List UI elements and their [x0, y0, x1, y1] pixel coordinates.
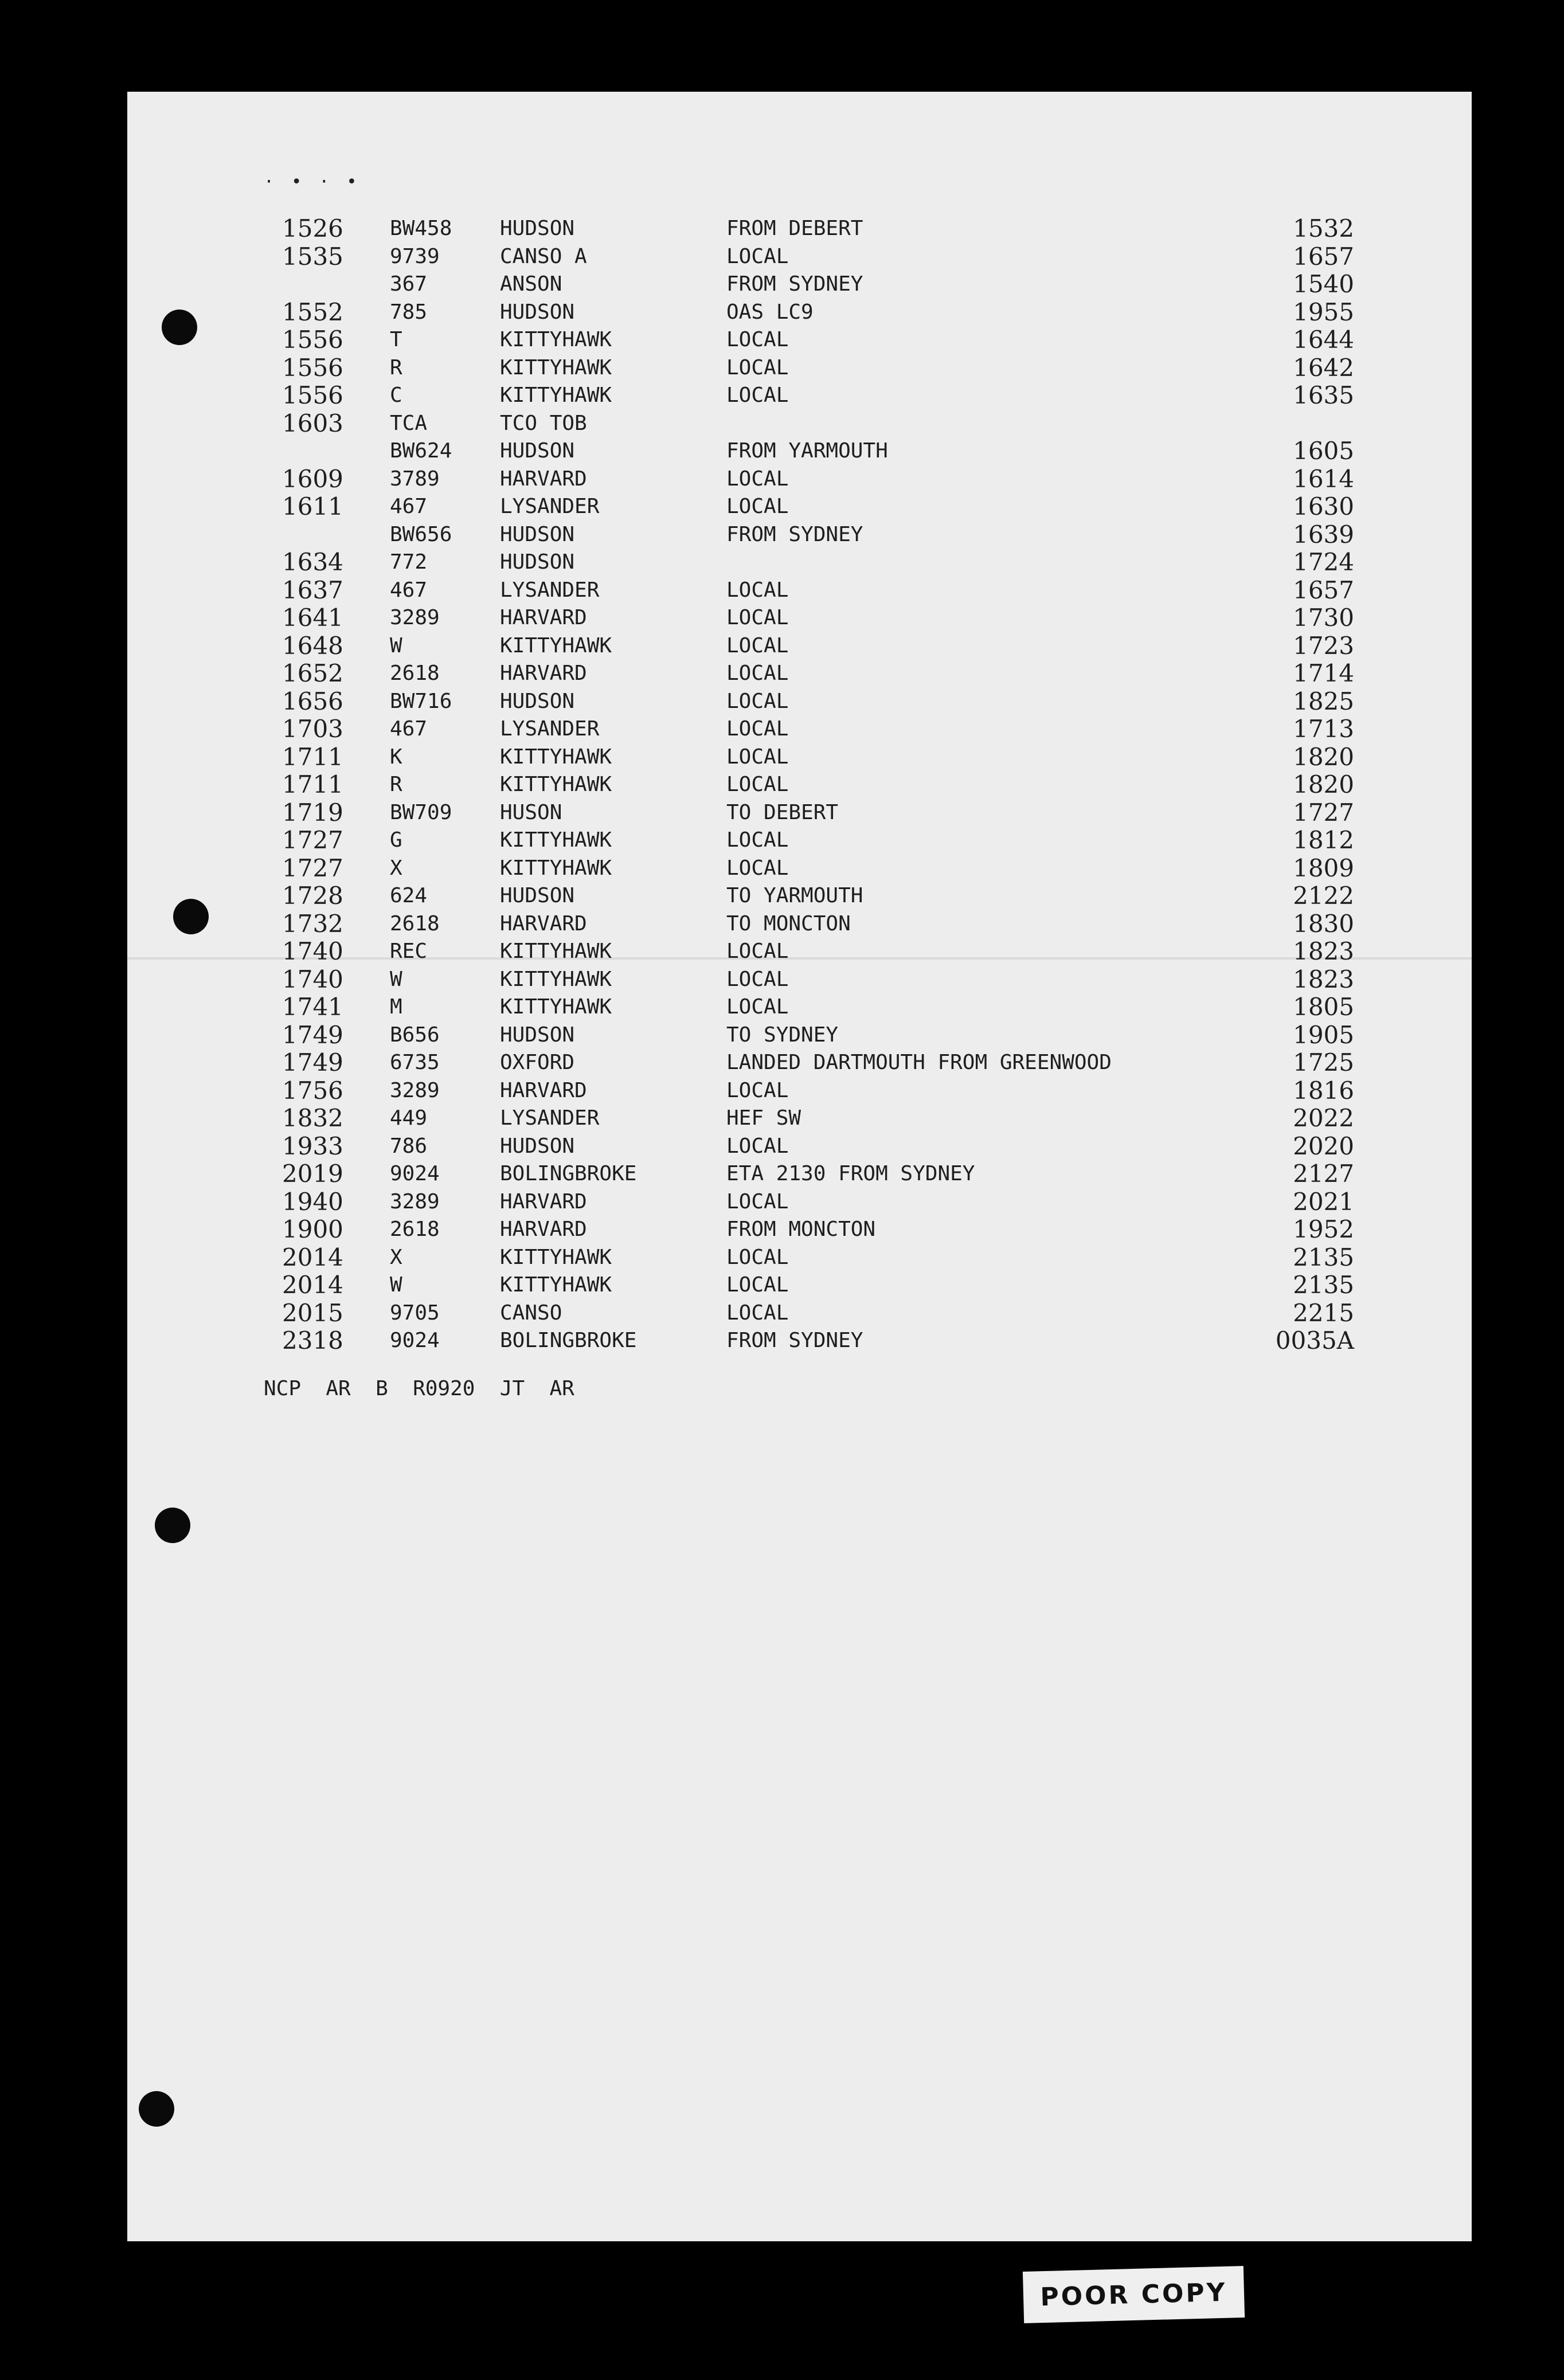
aircraft-id: X [390, 856, 402, 880]
table-row [127, 1299, 1472, 1328]
table-row [127, 1077, 1472, 1105]
aircraft-id: 772 [390, 550, 428, 574]
table-row [127, 771, 1472, 799]
remarks: TO DEBERT [726, 800, 839, 824]
departure-time: 1526 [282, 214, 343, 242]
departure-time: 1940 [282, 1187, 343, 1216]
aircraft-id: 2618 [390, 661, 440, 685]
aircraft-type: ANSON [500, 272, 562, 296]
table-row [127, 632, 1472, 660]
departure-time: 1740 [282, 937, 343, 965]
departure-time: 1749 [282, 1048, 343, 1077]
departure-time: 1556 [282, 353, 343, 382]
remarks: FROM DEBERT [726, 217, 863, 240]
remarks: LOCAL [726, 1245, 789, 1269]
table-row [127, 410, 1472, 438]
aircraft-id: T [390, 328, 402, 351]
remarks: LOCAL [726, 355, 789, 379]
departure-time: 1634 [282, 548, 343, 576]
departure-time: 2014 [282, 1243, 343, 1271]
departure-time: 1832 [282, 1104, 343, 1132]
departure-time: 1900 [282, 1215, 343, 1243]
table-row [127, 910, 1472, 938]
remarks: LOCAL [726, 633, 789, 657]
table-row [127, 1021, 1472, 1050]
remarks: LOCAL [726, 1301, 789, 1325]
aircraft-type: HARVARD [500, 1218, 587, 1241]
aircraft-id: 3789 [390, 467, 440, 491]
departure-time: 1727 [282, 854, 343, 882]
aircraft-id: BW458 [390, 217, 452, 240]
aircraft-id: M [390, 995, 402, 1019]
arrival-time: 2020 [1293, 1132, 1354, 1160]
arrival-time: 1825 [1293, 687, 1354, 715]
aircraft-type: HARVARD [500, 911, 587, 935]
departure-time: 1711 [282, 770, 343, 798]
arrival-time: 1724 [1293, 548, 1354, 576]
table-row [127, 1160, 1472, 1188]
aircraft-type: HARVARD [500, 1189, 587, 1214]
departure-time: 1933 [282, 1132, 343, 1160]
aircraft-id: 624 [390, 884, 428, 907]
remarks: TO MONCTON [726, 911, 851, 935]
arrival-time: 1823 [1293, 937, 1354, 965]
departure-time: 1556 [282, 381, 343, 409]
arrival-time: 1540 [1293, 270, 1354, 298]
aircraft-id: 785 [390, 300, 428, 324]
departure-time: 1727 [282, 826, 343, 854]
aircraft-type: KITTYHAWK [500, 383, 612, 407]
departure-time: 1703 [282, 715, 343, 743]
aircraft-type: HUDSON [500, 439, 575, 463]
aircraft-type: CANSO A [500, 244, 587, 268]
arrival-time: 1805 [1293, 993, 1354, 1021]
arrival-time: 1639 [1293, 520, 1354, 549]
aircraft-id: R [390, 355, 402, 379]
departure-time: 1648 [282, 631, 343, 660]
aircraft-type: OXFORD [500, 1051, 575, 1074]
table-row [127, 715, 1472, 743]
aircraft-id: 2618 [390, 911, 440, 935]
departure-time: 1552 [282, 298, 343, 326]
aircraft-type: KITTYHAWK [500, 967, 612, 991]
aircraft-id: G [390, 828, 402, 852]
departure-time: 1535 [282, 242, 343, 271]
aircraft-type: BOLINGBROKE [500, 1329, 637, 1352]
aircraft-id: W [390, 1273, 402, 1297]
signature-line: NCP AR B R0920 JT AR [264, 1377, 574, 1400]
table-row [127, 299, 1472, 327]
arrival-time: 1725 [1293, 1048, 1354, 1077]
table-row [127, 993, 1472, 1021]
arrival-time: 1723 [1293, 631, 1354, 660]
table-row [127, 743, 1472, 772]
arrival-time: 2122 [1293, 882, 1354, 910]
departure-time: 1719 [282, 798, 343, 827]
remarks: LOCAL [726, 1078, 789, 1102]
arrival-time: 1644 [1293, 326, 1354, 354]
table-row [127, 799, 1472, 827]
aircraft-id: 2618 [390, 1218, 440, 1241]
arrival-time: 1657 [1293, 242, 1354, 271]
departure-time: 1711 [282, 742, 343, 771]
arrival-time: 1809 [1293, 854, 1354, 882]
aircraft-id: 6735 [390, 1051, 440, 1074]
aircraft-id: 9739 [390, 244, 440, 268]
arrival-time: 1605 [1293, 437, 1354, 465]
aircraft-id: BW716 [390, 689, 452, 713]
departure-time: 1656 [282, 687, 343, 715]
aircraft-id: 467 [390, 578, 428, 602]
arrival-time: 1730 [1293, 604, 1354, 632]
table-row [127, 326, 1472, 354]
table-row [127, 1049, 1472, 1077]
aircraft-type: KITTYHAWK [500, 856, 612, 880]
remarks: FROM SYDNEY [726, 522, 863, 546]
arrival-time: 1823 [1293, 965, 1354, 993]
arrival-time: 1820 [1293, 770, 1354, 798]
aircraft-type: KITTYHAWK [500, 940, 612, 963]
arrival-time: 1642 [1293, 353, 1354, 382]
aircraft-id: TCA [390, 411, 428, 435]
table-row [127, 660, 1472, 688]
arrival-time: 1713 [1293, 715, 1354, 743]
table-row [127, 688, 1472, 716]
departure-time: 1749 [282, 1020, 343, 1049]
arrival-time: 2215 [1293, 1298, 1354, 1327]
departure-time: 2014 [282, 1271, 343, 1299]
aircraft-type: KITTYHAWK [500, 1245, 612, 1269]
arrival-time: 1955 [1293, 298, 1354, 326]
remarks: LOCAL [726, 1134, 789, 1158]
aircraft-id: 786 [390, 1134, 428, 1158]
table-row [127, 1216, 1472, 1244]
table-row [127, 604, 1472, 632]
aircraft-type: KITTYHAWK [500, 828, 612, 852]
arrival-time: 2127 [1293, 1160, 1354, 1188]
table-row [127, 493, 1472, 521]
remarks: LOCAL [726, 967, 789, 991]
table-row [127, 577, 1472, 605]
arrival-time: 1820 [1293, 742, 1354, 771]
aircraft-id: C [390, 383, 402, 407]
departure-time: 1741 [282, 993, 343, 1021]
aircraft-type: KITTYHAWK [500, 995, 612, 1019]
aircraft-id: B656 [390, 1023, 440, 1047]
table-row [127, 215, 1472, 243]
remarks: LOCAL [726, 661, 789, 685]
arrival-time: 1630 [1293, 492, 1354, 520]
aircraft-id: W [390, 633, 402, 657]
aircraft-type: LYSANDER [500, 717, 600, 741]
remarks: FROM MONCTON [726, 1218, 876, 1241]
remarks: LOCAL [726, 1189, 789, 1214]
table-row [127, 1188, 1472, 1216]
flight-log-table [127, 215, 1472, 1355]
arrival-time: 1727 [1293, 798, 1354, 827]
aircraft-type: HARVARD [500, 661, 587, 685]
remarks: LOCAL [726, 995, 789, 1019]
aircraft-type: HARVARD [500, 1078, 587, 1102]
table-row [127, 938, 1472, 966]
remarks: FROM SYDNEY [726, 1329, 863, 1352]
arrival-time: 1714 [1293, 659, 1354, 687]
remarks: LOCAL [726, 717, 789, 741]
aircraft-id: W [390, 967, 402, 991]
aircraft-type: KITTYHAWK [500, 328, 612, 351]
aircraft-id: 9024 [390, 1329, 440, 1352]
aircraft-id: 367 [390, 272, 428, 296]
arrival-time: 2135 [1293, 1271, 1354, 1299]
aircraft-id: 3289 [390, 606, 440, 629]
table-row [127, 382, 1472, 410]
aircraft-type: LYSANDER [500, 578, 600, 602]
table-row [127, 1244, 1472, 1272]
departure-time: 2318 [282, 1326, 343, 1355]
departure-time: 1756 [282, 1076, 343, 1105]
aircraft-type: LYSANDER [500, 1106, 600, 1130]
remarks: LOCAL [726, 383, 789, 407]
remarks: LOCAL [726, 1273, 789, 1297]
departure-time: 1637 [282, 576, 343, 604]
aircraft-id: X [390, 1245, 402, 1269]
arrival-time: 1635 [1293, 381, 1354, 409]
remarks: FROM SYDNEY [726, 272, 863, 296]
aircraft-type: HARVARD [500, 467, 587, 491]
table-row [127, 827, 1472, 855]
punch-hole [139, 2091, 174, 2127]
remarks: LOCAL [726, 244, 789, 268]
arrival-time: 1816 [1293, 1076, 1354, 1105]
table-row [127, 1133, 1472, 1161]
departure-time: 2019 [282, 1160, 343, 1188]
arrival-time: 1657 [1293, 576, 1354, 604]
arrival-time: 1952 [1293, 1215, 1354, 1243]
aircraft-type: HUSON [500, 800, 562, 824]
departure-time: 1728 [282, 882, 343, 910]
aircraft-type: KITTYHAWK [500, 355, 612, 379]
aircraft-type: KITTYHAWK [500, 1273, 612, 1297]
aircraft-type: BOLINGBROKE [500, 1162, 637, 1185]
aircraft-type: HUDSON [500, 1023, 575, 1047]
aircraft-type: LYSANDER [500, 495, 600, 518]
table-row [127, 437, 1472, 465]
aircraft-type: HARVARD [500, 606, 587, 629]
aircraft-id: 467 [390, 717, 428, 741]
departure-time: 1609 [282, 464, 343, 493]
departure-time: 1556 [282, 326, 343, 354]
aircraft-type: HUDSON [500, 1134, 575, 1158]
aircraft-id: 9705 [390, 1301, 440, 1325]
table-row [127, 521, 1472, 549]
aircraft-id: K [390, 745, 402, 769]
aircraft-id: 3289 [390, 1078, 440, 1102]
remarks: LOCAL [726, 773, 789, 796]
departure-time: 1611 [282, 492, 343, 520]
arrival-time: 1614 [1293, 464, 1354, 493]
poor-copy-stamp: POOR COPY [1023, 2266, 1245, 2323]
aircraft-id: BW656 [390, 522, 452, 546]
table-row [127, 1327, 1472, 1355]
remarks: LOCAL [726, 578, 789, 602]
table-row [127, 1271, 1472, 1299]
arrival-time: 1905 [1293, 1020, 1354, 1049]
remarks: OAS LC9 [726, 300, 814, 324]
aircraft-type: HUDSON [500, 522, 575, 546]
arrival-time: 2021 [1293, 1187, 1354, 1216]
remarks: TO YARMOUTH [726, 884, 863, 907]
table-row [127, 271, 1472, 299]
remarks: ETA 2130 FROM SYDNEY [726, 1162, 975, 1185]
remarks: LOCAL [726, 940, 789, 963]
aircraft-id: BW624 [390, 439, 452, 463]
departure-time: 1603 [282, 409, 343, 437]
arrival-time: 1812 [1293, 826, 1354, 854]
aircraft-type: CANSO [500, 1301, 562, 1325]
remarks: LOCAL [726, 495, 789, 518]
aircraft-id: BW709 [390, 800, 452, 824]
departure-time: 1641 [282, 604, 343, 632]
aircraft-type: KITTYHAWK [500, 773, 612, 796]
remarks: LOCAL [726, 828, 789, 852]
remarks: TO SYDNEY [726, 1023, 839, 1047]
remarks: LOCAL [726, 328, 789, 351]
arrival-time: 2022 [1293, 1104, 1354, 1132]
departure-time: 2015 [282, 1298, 343, 1327]
aircraft-type: HUDSON [500, 217, 575, 240]
table-row [127, 549, 1472, 577]
aircraft-id: R [390, 773, 402, 796]
arrival-time: 0035A [1275, 1326, 1354, 1355]
aircraft-id: 467 [390, 495, 428, 518]
arrival-time: 2135 [1293, 1243, 1354, 1271]
table-row [127, 882, 1472, 910]
aircraft-id: 3289 [390, 1189, 440, 1214]
remarks: LOCAL [726, 606, 789, 629]
aircraft-type: HUDSON [500, 550, 575, 574]
table-row [127, 1105, 1472, 1133]
table-row [127, 855, 1472, 883]
arrival-time: 1830 [1293, 909, 1354, 938]
arrival-time: 1532 [1293, 214, 1354, 242]
aircraft-type: KITTYHAWK [500, 745, 612, 769]
aircraft-type: KITTYHAWK [500, 633, 612, 657]
departure-time: 1740 [282, 965, 343, 993]
ink-smudge: · • · • [264, 172, 361, 192]
aircraft-type: HUDSON [500, 884, 575, 907]
aircraft-type: HUDSON [500, 689, 575, 713]
table-row [127, 966, 1472, 994]
departure-time: 1652 [282, 659, 343, 687]
aircraft-id: REC [390, 940, 428, 963]
remarks: LOCAL [726, 856, 789, 880]
aircraft-type: HUDSON [500, 300, 575, 324]
remarks: HEF SW [726, 1106, 801, 1130]
remarks: LOCAL [726, 689, 789, 713]
aircraft-type: TCO TOB [500, 411, 587, 435]
remarks: LOCAL [726, 745, 789, 769]
aircraft-id: 449 [390, 1106, 428, 1130]
remarks: LANDED DARTMOUTH FROM GREENWOOD [726, 1051, 1112, 1074]
departure-time: 1732 [282, 909, 343, 938]
table-row [127, 465, 1472, 494]
table-row [127, 243, 1472, 271]
punch-hole [155, 1508, 190, 1543]
aircraft-id: 9024 [390, 1162, 440, 1185]
document-page [127, 92, 1472, 2241]
remarks: FROM YARMOUTH [726, 439, 888, 463]
remarks: LOCAL [726, 467, 789, 491]
table-row [127, 354, 1472, 382]
